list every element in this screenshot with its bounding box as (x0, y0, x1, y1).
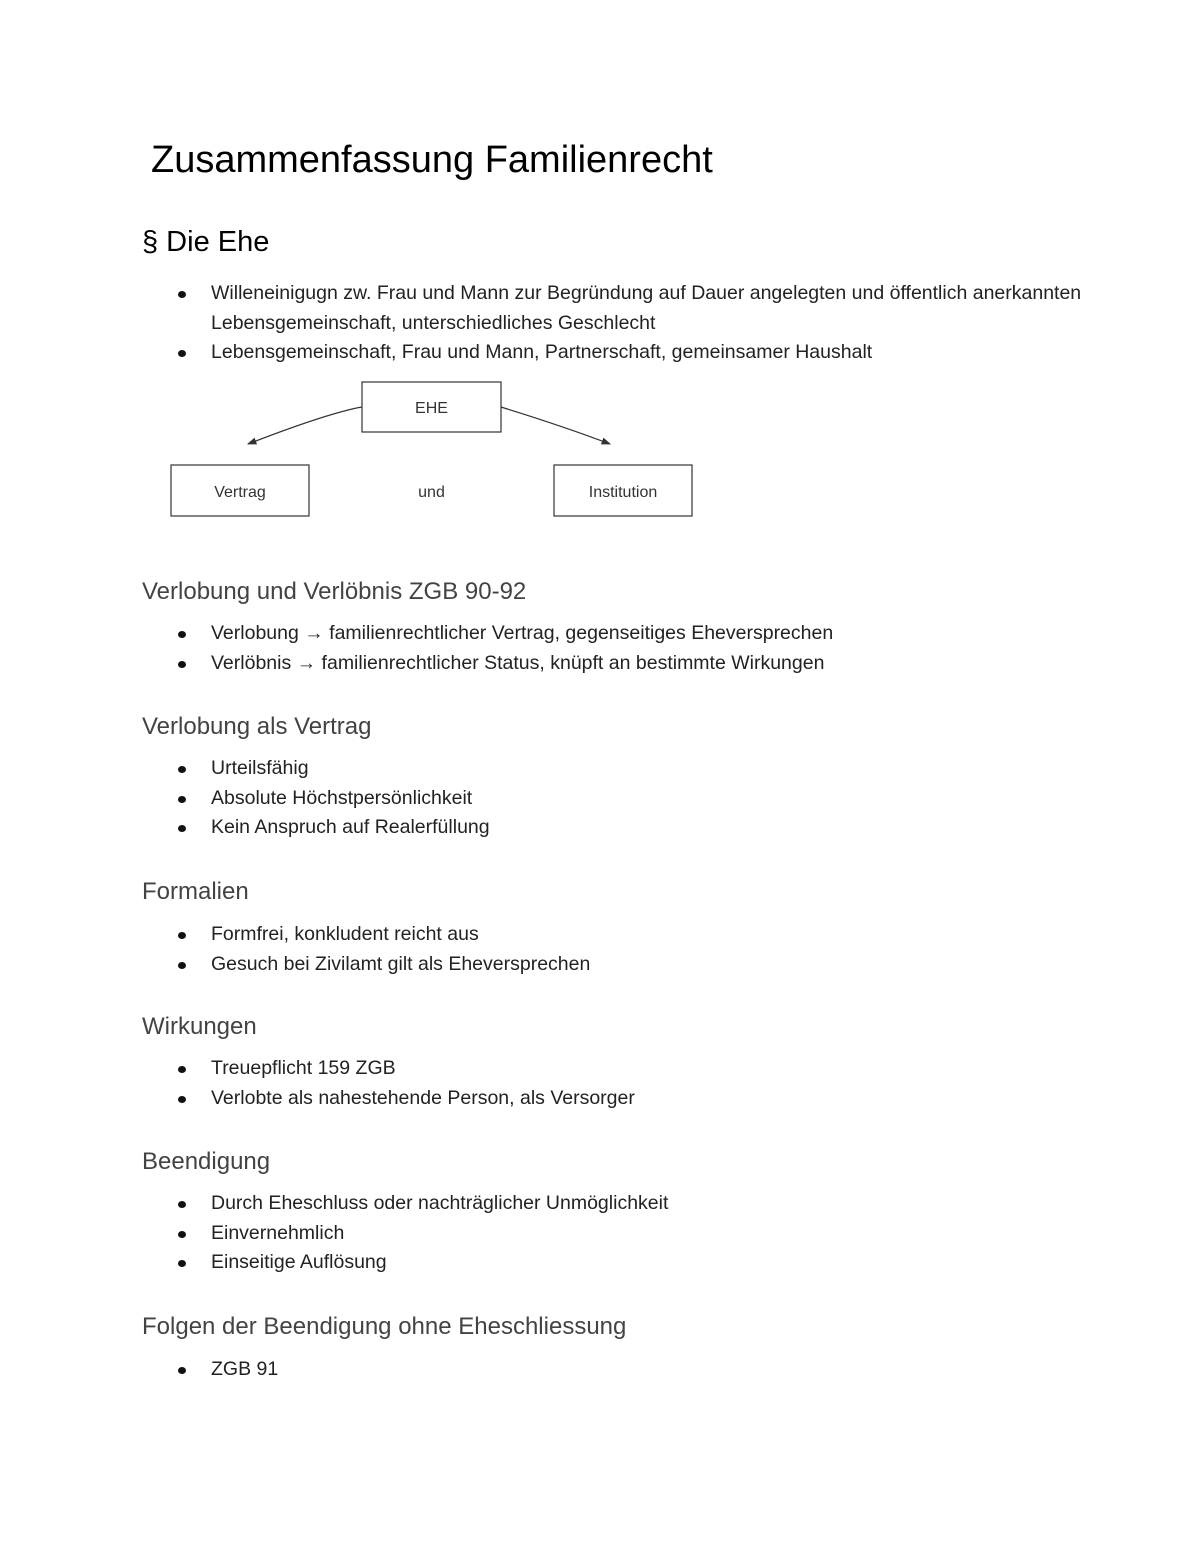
und-label: und (418, 484, 445, 501)
bullet-icon (178, 1367, 186, 1374)
list-item: Urteilsfähig (176, 754, 1096, 784)
heading-formalien: Formalien (142, 878, 249, 905)
ehe-bullet-list (176, 279, 1096, 368)
verlobung-als-vertrag-list (176, 754, 1096, 843)
list-item: ZGB 91 (176, 1355, 1096, 1385)
institution-box-label: Institution (588, 484, 658, 501)
ehe-box-label: EHE (415, 400, 448, 417)
bullet-icon (178, 1201, 186, 1208)
list-item: Durch Eheschluss oder nachträglicher Unmöglichkeit (176, 1189, 1096, 1219)
bullet-icon (178, 1066, 186, 1073)
list-item: Verlöbnis → familienrechtlicher Status, knüpft an bestimmte Wirkungen (176, 649, 1096, 679)
vertrag-box-label: Vertrag (214, 484, 266, 501)
wirkungen-list (176, 1054, 1096, 1113)
bullet-icon (178, 291, 186, 298)
bullet-icon (178, 766, 186, 773)
list-item: Willeneinigugn zw. Frau und Mann zur Begründung auf Dauer angelegten und öffentlich anerkannten Lebensgemeinschaft, unterschiedliches Geschlecht (176, 279, 1096, 338)
list-item: Gesuch bei Zivilamt gilt als Eheversprechen (176, 950, 1096, 980)
list-item: Treuepflicht 159 ZGB (176, 1054, 1096, 1084)
section-heading-ehe: § Die Ehe (142, 226, 270, 258)
ehe-diagram-svg (160, 375, 705, 525)
folgen-list (176, 1355, 1096, 1385)
list-item: Kein Anspruch auf Realerfüllung (176, 813, 1096, 843)
heading-beendigung: Beendigung (142, 1148, 271, 1175)
heading-verlobung-als-vertrag: Verlobung als Vertrag (142, 713, 372, 740)
formalien-list (176, 920, 1096, 979)
heading-verlobung-verloebnis: Verlobung und Verlöbnis ZGB 90-92 (142, 578, 527, 605)
bullet-icon (178, 1260, 186, 1267)
heading-wirkungen: Wirkungen (142, 1013, 257, 1040)
bullet-icon (178, 1096, 186, 1103)
beendigung-list (176, 1189, 1096, 1278)
bullet-icon (178, 631, 186, 638)
document-title: Zusammenfassung Familienrecht (151, 139, 713, 181)
bullet-icon (178, 661, 186, 668)
list-item: Einvernehmlich (176, 1219, 1096, 1249)
arrow-to-institution (501, 407, 610, 444)
list-item: Absolute Höchstpersönlichkeit (176, 784, 1096, 814)
list-item: Verlobte als nahestehende Person, als Versorger (176, 1084, 1096, 1114)
bullet-icon (178, 825, 186, 832)
ehe-diagram (160, 375, 705, 525)
list-item: Lebensgemeinschaft, Frau und Mann, Partnerschaft, gemeinsamer Haushalt (176, 338, 1096, 368)
list-item: Einseitige Auflösung (176, 1248, 1096, 1278)
bullet-icon (178, 796, 186, 803)
bullet-icon (178, 350, 186, 357)
heading-folgen-der-beendigung: Folgen der Beendigung ohne Eheschliessung (142, 1313, 627, 1340)
arrow-to-vertrag (248, 407, 362, 444)
bullet-icon (178, 1231, 186, 1238)
verlobung-verloebnis-list (176, 619, 1096, 678)
list-item: Verlobung → familienrechtlicher Vertrag, gegenseitiges Eheversprechen (176, 619, 1096, 649)
bullet-icon (178, 932, 186, 939)
list-item: Formfrei, konkludent reicht aus (176, 920, 1096, 950)
bullet-icon (178, 962, 186, 969)
